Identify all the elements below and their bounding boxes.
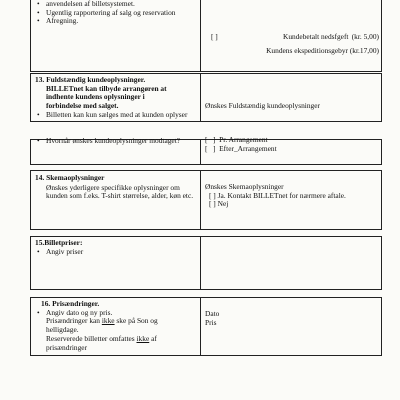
text-part: Reserverede billetter omfattes bbox=[46, 333, 137, 343]
dato-label: Dato bbox=[205, 309, 220, 318]
pris-label: Pris bbox=[205, 317, 217, 327]
section-top-left bbox=[35, 0, 197, 26]
underlined-word: ikke bbox=[101, 316, 115, 326]
section-15-title: 15.Billetpriser: bbox=[35, 238, 83, 247]
list-item: • Angiv dato og ny pris. bbox=[35, 309, 197, 318]
section-row-16 bbox=[30, 297, 382, 356]
list-item: • Angiv priser bbox=[35, 248, 197, 257]
section-13b-left bbox=[35, 137, 197, 146]
section-13-title: 13. Fuldstændig kundeoplysninger. bbox=[35, 75, 146, 84]
section-13-title-line: indhente kundens oplysninger i bbox=[46, 92, 145, 102]
section-14-right bbox=[205, 183, 379, 209]
section-13-title-line: BILLETnet kan tilbyde arrangøren at bbox=[46, 83, 167, 93]
section-13-option: Ønskes Fuldstændig kundeoplysninger bbox=[205, 101, 320, 110]
fee-line-1 bbox=[205, 33, 379, 43]
section-row-top bbox=[30, 0, 382, 72]
option-label: Efter_Arrangement bbox=[219, 143, 277, 153]
fee-label: Kundebetalt nedsfgeft bbox=[283, 32, 349, 41]
section-top-right bbox=[205, 33, 379, 56]
section-13-right bbox=[205, 102, 379, 111]
underlined-word: ikke bbox=[136, 333, 150, 343]
section-14-right-title: Ønskes Skemaoplysninger bbox=[205, 182, 284, 191]
option-label: Pr. Arrangement bbox=[219, 135, 268, 144]
text-part: Prisændringer kan bbox=[46, 316, 102, 326]
section-14-title: 14. Skemaoplysninger bbox=[35, 173, 105, 182]
list-item: • Ugentlig rapportering af salg og reservation bbox=[35, 9, 197, 18]
section-16-right bbox=[205, 310, 379, 327]
fee-amount: (kr. 5,00) bbox=[351, 32, 379, 41]
text-part: ske på Son og bbox=[114, 316, 158, 326]
section-16-left bbox=[35, 300, 197, 352]
section-row-15 bbox=[30, 236, 382, 290]
section-13-title-line: forbindelse med salget. bbox=[46, 101, 119, 111]
section-row-13 bbox=[30, 73, 382, 122]
list-item: • Billetten kan kun sælges med at kunden oplyser bbox=[35, 111, 197, 120]
list-item: • anvendelsen af billetsystemet. bbox=[35, 0, 197, 9]
section-14-option-yes: [ ] Ja. Kontakt BILLETnet for nærmere aftale. bbox=[209, 190, 346, 200]
section-14-desc: Ønskes yderligere specifikke oplysninger om kunden som f.eks. T-shirt størrelse, alder, køn etc. bbox=[46, 182, 194, 201]
section-14-option-no: [ ] Nej bbox=[209, 199, 229, 209]
section-row-13b bbox=[30, 135, 382, 165]
section-15-left bbox=[35, 239, 197, 256]
section-14-left bbox=[35, 174, 197, 201]
section-row-14 bbox=[30, 170, 382, 230]
checkbox-bracket: [ ] bbox=[211, 32, 218, 41]
option-line: [ ] Efter_Arrangement bbox=[205, 143, 277, 153]
fee-line-2: Kundens ekspeditionsgebyr (kr.17,00) bbox=[266, 46, 379, 55]
section-13-left bbox=[35, 76, 197, 120]
text-part: af bbox=[149, 333, 157, 343]
section-13b-right bbox=[205, 136, 379, 153]
list-item: • Afregning. bbox=[35, 17, 197, 26]
list-item: • Hvornår ønskes kundeoplysninger modtaget? bbox=[35, 137, 197, 146]
section-16-title: 16. Prisændringer. bbox=[41, 299, 100, 308]
option-line: [ ] Pr. Arrangement bbox=[205, 135, 268, 144]
section-16-text: prisændringer bbox=[46, 342, 88, 352]
section-16-text: helligdage. bbox=[46, 325, 79, 335]
